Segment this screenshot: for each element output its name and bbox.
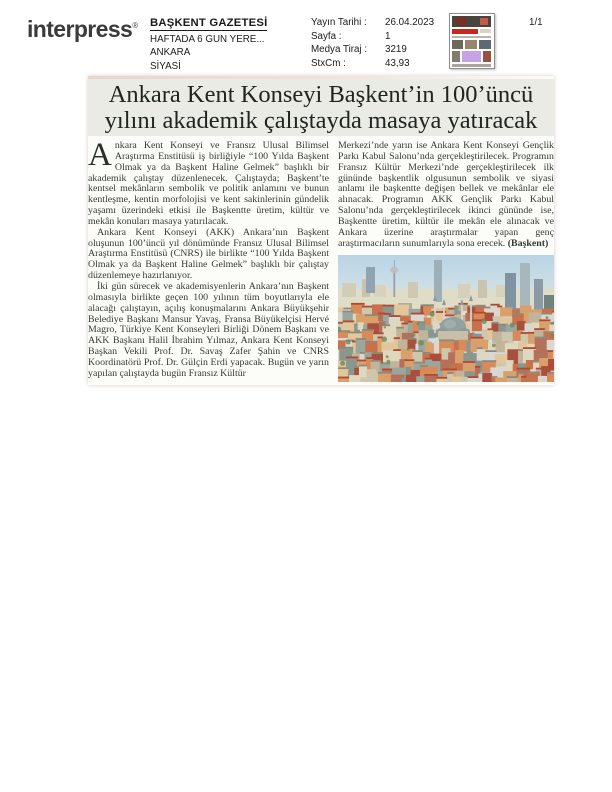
thumbnail-photo-block (452, 51, 460, 62)
skyscraper (505, 273, 516, 313)
publication-frequency: HAFTADA 6 GUN YERE... (150, 34, 265, 45)
interpress-logo (27, 16, 138, 43)
meta-value: 3219 (385, 44, 407, 55)
thumbnail-headline-block (480, 29, 491, 33)
thumbnail-photo-block (483, 51, 491, 62)
paragraph-2: Ankara Kent Konseyi (AKK) Ankara’nın Başkent oluşunun 100’üncü yıl dönümünde Fransız Ulusal Bilimsel Araştırma Enstitüsü (CNRS) ile birlikte “100 Yılda Başkent Olmak ya da Başkent Haline Gelmek” başlıklı bir çalıştay düzenlemeye hazırlanıyor. (88, 226, 329, 282)
publication-info (150, 13, 305, 73)
thumbnail-text-line (452, 36, 491, 38)
paragraph-1-text: nkara Kent Konseyi ve Fransız Ulusal Bilimsel Araştırma Enstitüsü iş birliğiyle “100 Yılda Başkent Olmak ya da Başkent Haline Gelmek” başlıklı bir akademik çalıştay düzenlenecek. Çalıştayda; Başkent’te kentsel mekânların sembolik ve politik anlamını ve bunun kentleşme, kentin morfolojisi ve kent sakinlerinin gündelik yaşamı üzerindeki etkisi ile Başkentte üretim, kültür ve mekân konuları masaya yatırılacak. (88, 140, 329, 227)
newspaper-page-thumbnail (449, 13, 495, 69)
dropcap-letter: A (88, 137, 112, 173)
article-clipping (88, 76, 554, 385)
meta-label: Yayın Tarihi : (311, 17, 367, 28)
article-headline (88, 79, 554, 136)
meta-value: 1 (385, 30, 391, 42)
headline-line-1: Ankara Kent Konseyi Başkent’in 100’üncü (108, 81, 534, 108)
meta-label: Sayfa : (311, 30, 342, 42)
body-right-column (338, 141, 554, 382)
article-body (88, 136, 554, 385)
publication-category: SİYASİ (150, 60, 181, 72)
distant-skyscraper (366, 267, 375, 293)
thumbnail-photo-block (480, 18, 488, 25)
interpress-logo-text: interpress (27, 16, 133, 42)
thumbnail-highlighted-article (462, 51, 481, 62)
thumbnail-headline-block (452, 29, 478, 34)
publication-city: ANKARA (150, 47, 191, 59)
thumbnail-photo-block (479, 40, 491, 49)
paragraph-4 (338, 141, 554, 249)
thumbnail-text-line (452, 64, 491, 67)
paragraph-1 (88, 137, 329, 228)
thumbnail-photo-block (456, 17, 466, 25)
meta-value: 26.04.2023 (385, 17, 435, 28)
registered-trademark-icon: ® (132, 21, 138, 30)
headline-line-2: yılını akademik çalıştayda masaya yatıracak (104, 106, 538, 134)
ankara-skyline-photo (338, 255, 554, 382)
page-counter: 1/1 (529, 17, 543, 28)
body-left-column (88, 137, 329, 382)
meta-label: StxCm : (311, 57, 346, 69)
paragraph-3: İki gün sürecek ve akademisyenlerin Ankara’nın Başkent olmasıyla birlikte geçen 100 yılının tüm boyutlarıyla ele alacağı çalıştayın, açılış konuşmalarını Ankara Büyükşehir Belediye Başkanı Mansur Yavaş, Fransa Büyükelçisi Hervé Magro, Türkiye Kent Konseyleri Birliği Dönem Başkanı ve AKK Başkanı Halil İbrahim Yılmaz, Ankara Kent Konseyi Başkan Vekili Prof. Dr. Savaş Zafer Şahin ve CNRS Koordinatörü Prof. Dr. Gülçin Erdi yapacak. Bugün ve yarın yapılan çalıştayda bugün Fransız Kültür (88, 280, 329, 379)
meta-value: 43,93 (385, 57, 410, 69)
meta-label: Medya Tiraj : (311, 44, 368, 55)
thumbnail-photo-block (465, 40, 477, 49)
source-credit: (Başkent) (507, 237, 549, 249)
publication-name: BAŞKENT GAZETESİ (150, 17, 268, 29)
paragraph-4-text: Merkezi’nde yarın ise Ankara Kent Konseyi Gençlik Parkı Kabul Salonu’nda gerçekleştirilecek. Programın Fransız Kültür Merkezi’nde gerçekleştirilecek ilk gününde başkentlik olgusunun sembolik ve siyasi anlamı ile başkentte değişen bellek ve mekânlar ele alınacak. Programın AKK Gençlik Parkı Kabul Salonu’nda gerçekleştirilecek ikinci gününde ise, Başkentte üretim, kültür ile mekân ele alınacak ve Ankara üzerine araştırmalar yapan genç araştırmacıların sunumlarıyla sona erecek. (338, 140, 554, 249)
thumbnail-photo-block (452, 40, 463, 49)
